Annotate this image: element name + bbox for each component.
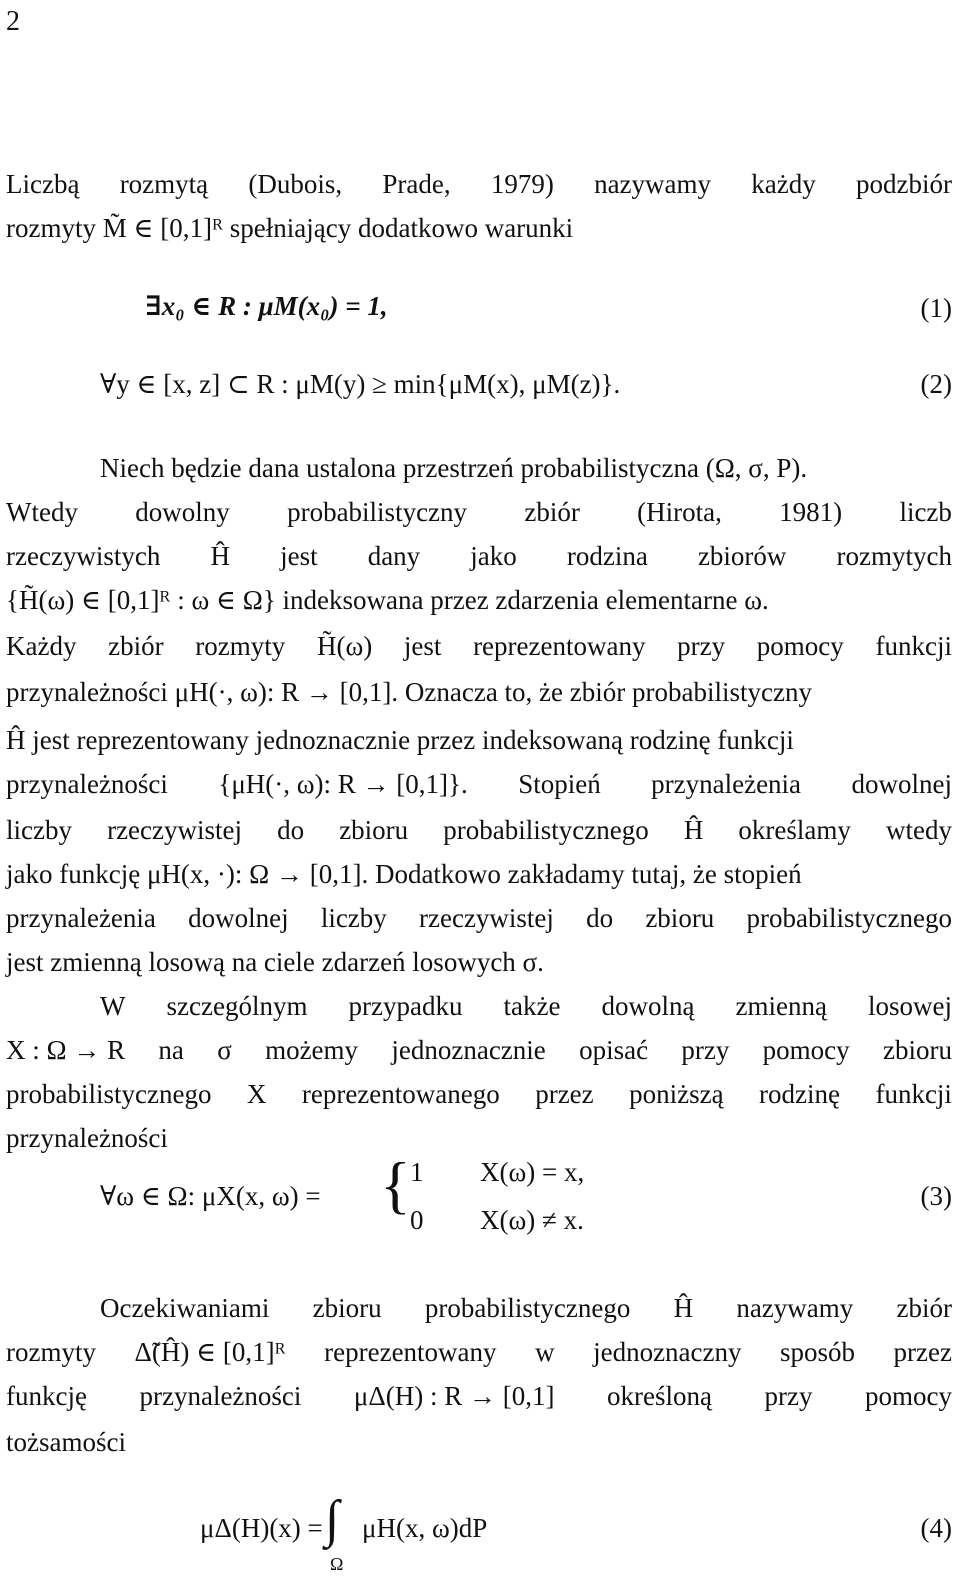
word: przez <box>535 1079 594 1109</box>
equation-3-number: (3) <box>920 1181 952 1211</box>
word: {μH(·, ω): R → [0,1]}. <box>218 769 468 799</box>
word: rodzina <box>566 541 648 571</box>
word: liczby <box>320 903 387 933</box>
word: Liczbą <box>6 169 80 199</box>
word: zbioru <box>882 1035 952 1065</box>
paragraph-2-line-7: Ĥ jest reprezentowany jednoznacznie przez indeksowaną rodzinę funkcji <box>6 725 794 755</box>
paragraph-4-line-2 <box>6 1334 952 1370</box>
word: dowolnej <box>188 903 289 933</box>
word: jest <box>280 541 318 571</box>
word: przynależności <box>139 1381 302 1411</box>
word: μΔ(H) : R → [0,1] <box>353 1381 555 1411</box>
word: probabilistycznego <box>443 815 649 845</box>
paragraph-2-line-8 <box>6 766 952 802</box>
paragraph-2-line-2 <box>6 494 952 530</box>
word: probabilistycznego <box>6 1079 212 1109</box>
paragraph-1-line-1 <box>6 166 952 202</box>
paragraph-2-line-5 <box>6 628 952 664</box>
paragraph-2-line-11 <box>6 900 952 936</box>
word: Ĥ <box>673 1293 694 1323</box>
word: losowej <box>868 991 952 1021</box>
word: przypadku <box>348 991 463 1021</box>
word: X : Ω → R <box>6 1035 126 1065</box>
paragraph-4-line-3 <box>6 1378 952 1414</box>
word: reprezentowany <box>324 1337 497 1367</box>
paragraph-2-line-9 <box>6 812 952 848</box>
word: przy <box>681 1035 730 1065</box>
word: zbiór <box>524 497 580 527</box>
word: wtedy <box>885 815 952 845</box>
equation-4-rhs: μH(x, ω)dP <box>362 1513 488 1543</box>
equation-4-lhs: μΔ(H)(x) = <box>200 1513 323 1543</box>
equation-3-case-2-condition: X(ω) ≠ x. <box>480 1205 584 1235</box>
word: określoną <box>607 1381 712 1411</box>
word: zbiór <box>108 631 164 661</box>
equation-3-case-1-condition: X(ω) = x, <box>480 1157 585 1187</box>
word: dowolnej <box>851 769 952 799</box>
paragraph-3-line-3 <box>6 1076 952 1112</box>
word: dowolną <box>601 991 695 1021</box>
word: pomocy <box>756 631 844 661</box>
paragraph-2-line-3 <box>6 538 952 574</box>
word: Wtedy <box>6 497 78 527</box>
word: zbioru <box>645 903 715 933</box>
word: sposób <box>780 1337 856 1367</box>
word: nazywamy <box>736 1293 854 1323</box>
paragraph-2-line-4: {H̃(ω) ∈ [0,1]ᴿ : ω ∈ Ω} indeksowana przez zdarzenia elementarne ω. <box>6 585 769 615</box>
equation-2-number: (2) <box>920 369 952 399</box>
paragraph-4-line-1 <box>100 1290 952 1326</box>
word: poniższą <box>629 1079 724 1109</box>
paragraph-4-line-4: tożsamości <box>6 1427 126 1457</box>
equation-3-case-1-value: 1 <box>410 1157 424 1187</box>
word: przynależenia <box>6 903 156 933</box>
equation-1: ∃x₀ ∈ R : μM(x₀) = 1, <box>145 291 388 321</box>
word: liczb <box>899 497 952 527</box>
word: rozmytych <box>836 541 952 571</box>
word: rodzinę <box>759 1079 840 1109</box>
word: Δ̃(Ĥ) ∈ [0,1]ᴿ <box>134 1337 286 1367</box>
word: rozmytą <box>119 169 209 199</box>
equation-3-lhs: ∀ω ∈ Ω: μX(x, ω) = <box>100 1181 321 1211</box>
word: (Hirota, <box>637 497 722 527</box>
word: rzeczywistej <box>419 903 554 933</box>
word: probabilistyczny <box>287 497 468 527</box>
word: Każdy <box>6 631 77 661</box>
word: opisać <box>579 1035 649 1065</box>
word: przez <box>893 1337 952 1367</box>
word: podzbiór <box>855 169 952 199</box>
paragraph-2-line-1: Niech będzie dana ustalona przestrzeń probabilistyczna (Ω, σ, P). <box>100 453 808 483</box>
word: zbiór <box>896 1293 952 1323</box>
word: rozmyty <box>6 1337 96 1367</box>
word: do <box>586 903 614 933</box>
word: zbioru <box>312 1293 382 1323</box>
word: rzeczywistych <box>6 541 161 571</box>
word: każdy <box>751 169 816 199</box>
word: 1981) <box>779 497 843 527</box>
paragraph-2-line-10: jako funkcję μH(x, ·): Ω → [0,1]. Dodatkowo zakładamy tutaj, że stopień <box>6 859 802 889</box>
page-number: 2 <box>6 6 20 37</box>
word: σ <box>217 1035 232 1065</box>
word: przynależenia <box>651 769 802 799</box>
word: liczby <box>6 815 72 845</box>
word: reprezentowanego <box>301 1079 500 1109</box>
equation-1-number: (1) <box>920 293 952 323</box>
paragraph-1-line-2: rozmyty M̃ ∈ [0,1]ᴿ spełniający dodatkowo warunki <box>6 213 574 243</box>
paragraph-2-line-12: jest zmienną losową na ciele zdarzeń losowych σ. <box>6 947 544 977</box>
word: na <box>158 1035 184 1065</box>
word: dowolny <box>135 497 230 527</box>
word: pomocy <box>864 1381 952 1411</box>
equation-4-integral: ∫ <box>325 1491 340 1548</box>
word: funkcji <box>875 631 952 661</box>
word: X <box>246 1079 267 1109</box>
paragraph-3-line-2 <box>6 1032 952 1068</box>
word: Ĥ <box>683 815 704 845</box>
word: jest <box>403 631 442 661</box>
word: w <box>535 1337 555 1367</box>
equation-4-number: (4) <box>920 1513 952 1543</box>
word: funkcji <box>875 1079 952 1109</box>
word: 1979) <box>490 169 554 199</box>
word: Prade, <box>382 169 451 199</box>
word: jako <box>470 541 517 571</box>
word: jednoznacznie <box>391 1035 546 1065</box>
word: zbioru <box>339 815 409 845</box>
paragraph-3-line-4: przynależności <box>6 1123 168 1153</box>
word: funkcję <box>6 1381 87 1411</box>
word: rozmyty <box>195 631 286 661</box>
word: (Dubois, <box>248 169 343 199</box>
word: do <box>277 815 305 845</box>
word: zbiorów <box>697 541 787 571</box>
word: przy <box>677 631 726 661</box>
equation-3-brace: { <box>380 1149 411 1220</box>
equation-4-integral-domain: Ω <box>330 1554 344 1574</box>
word: rzeczywistej <box>107 815 242 845</box>
word: Ĥ <box>210 541 231 571</box>
word: jednoznaczny <box>593 1337 742 1367</box>
word: dany <box>367 541 421 571</box>
word: probabilistycznego <box>424 1293 631 1323</box>
paragraph-3-line-1 <box>100 988 952 1024</box>
word: pomocy <box>762 1035 850 1065</box>
word: W <box>100 991 126 1021</box>
word: reprezentowany <box>473 631 646 661</box>
word: H̃(ω) <box>316 631 373 661</box>
word: probabilistycznego <box>746 903 952 933</box>
word: szczególnym <box>166 991 308 1021</box>
word: zmienną <box>735 991 827 1021</box>
word: przynależności <box>6 769 168 799</box>
word: możemy <box>265 1035 359 1065</box>
word: nazywamy <box>594 169 712 199</box>
word: określamy <box>738 815 851 845</box>
word: także <box>503 991 561 1021</box>
equation-2: ∀y ∈ [x, z] ⊂ R : μM(y) ≥ min{μM(x), μM(z)}. <box>100 369 621 399</box>
word: Oczekiwaniami <box>100 1293 270 1323</box>
word: Stopień <box>518 769 601 799</box>
paragraph-2-line-6: przynależności μH(·, ω): R → [0,1]. Oznacza to, że zbiór probabilistyczny <box>6 677 812 707</box>
word: przy <box>764 1381 813 1411</box>
equation-3-case-2-value: 0 <box>410 1205 424 1235</box>
